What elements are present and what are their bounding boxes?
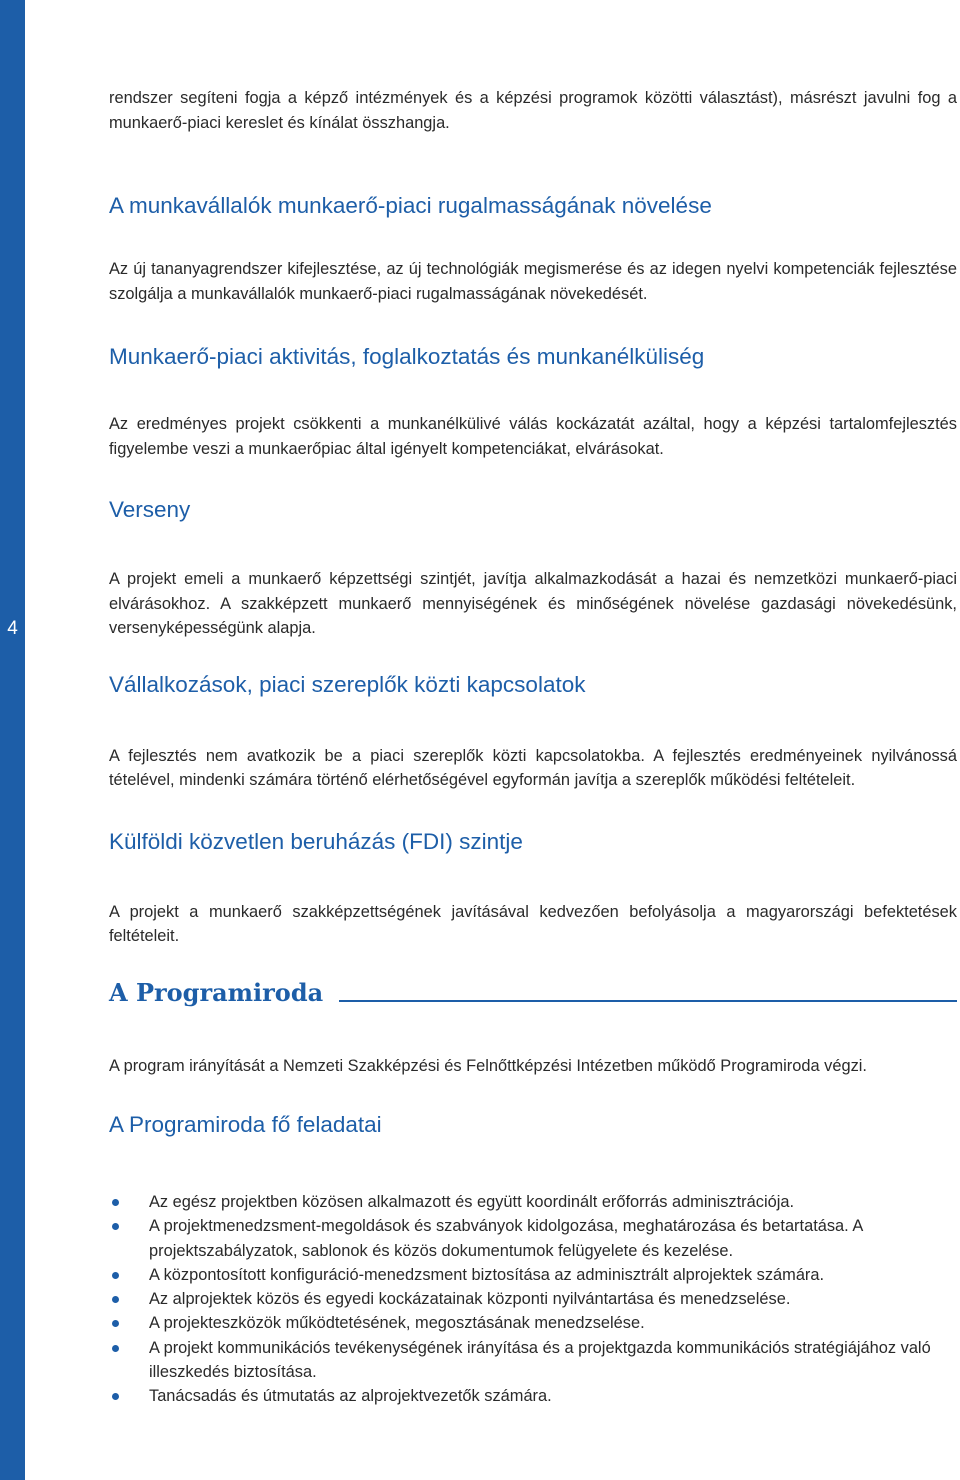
section-body-enterprises: A fejlesztés nem avatkozik be a piaci szereplők közti kapcsolatokba. A fejlesztés eredményeinek nyilvánossá tételével, mindenki számára történő elérhetőségével egyformán javítja a szereplők működési feltételeit. [109, 746, 957, 789]
section-body-activity: Az eredményes projekt csökkenti a munkanélkülivé válás kockázatát azáltal, hogy a képzési tartalomfejlesztés figyelembe veszi a munkaerőpiac által igényelt kompetenciákat, elvárásokat. [109, 415, 957, 458]
section-heading-activity: Munkaerő-piaci aktivitás, foglalkoztatás és munkanélküliség [109, 344, 705, 369]
bullet-icon [112, 1223, 119, 1230]
tasks-list [109, 1190, 957, 1409]
title-rule-divider [339, 1000, 957, 1002]
list-item [109, 1190, 957, 1214]
bullet-icon [112, 1296, 119, 1303]
programiroda-title: A Programiroda [109, 977, 324, 1007]
bullet-icon [112, 1199, 119, 1206]
bullet-icon [112, 1393, 119, 1400]
list-item-text: A projektmenedzsment-megoldások és szabványok kidolgozása, meghatározása és betartatása. A projektszabályzatok, sablonok és közös dokumentumok felügyelete és kezelése. [149, 1217, 863, 1260]
section-body-flexibility: Az új tananyagrendszer kifejlesztése, az új technológiák megismerése és az idegen nyelvi kompetenciák fejlesztése szolgálja a munkavállalók munkaerő-piaci rugalmasságának növekedését. [109, 260, 957, 303]
tasks-heading: A Programiroda fő feladatai [109, 1112, 382, 1137]
list-item-text: Az alprojektek közös és egyedi kockázatainak központi nyilvántartása és menedzselése. [149, 1290, 791, 1309]
section-heading-competition: Verseny [109, 497, 191, 522]
programiroda-body: A program irányítását a Nemzeti Szakképzési és Felnőttképzési Intézetben működő Programiroda végzi. [109, 1056, 867, 1075]
list-item-text: A projekt kommunikációs tevékenységének irányítása és a projektgazda kommunikációs stratégiájához való illeszkedés biztosítása. [149, 1338, 931, 1382]
bullet-icon [112, 1320, 119, 1327]
list-item [109, 1263, 957, 1287]
section-heading-flexibility: A munkavállalók munkaerő-piaci rugalmasságának növelése [109, 193, 712, 218]
section-body-fdi: A projekt a munkaerő szakképzettségének javításával kedvezően befolyásolja a magyarországi befektetések feltételeit. [109, 902, 957, 945]
bullet-icon [112, 1272, 119, 1279]
list-item [109, 1311, 957, 1335]
list-item-text: Az egész projektben közösen alkalmazott és együtt koordinált erőforrás adminisztrációja. [149, 1193, 795, 1211]
list-item-text: Tanácsadás és útmutatás az alprojektvezetők számára. [149, 1387, 552, 1406]
list-item-text: A projekteszközök működtetésének, megosztásának menedzselése. [149, 1314, 645, 1333]
section-body-competition: A projekt emeli a munkaerő képzettségi szintjét, javítja alkalmazkodását a hazai és nemzetközi munkaerő-piaci elvárásokhoz. A szakképzett munkaerő mennyiségének és minőségének növelése gazdasági növekedésünk, versenyképességünk alapja. [109, 570, 957, 637]
section-heading-enterprises: Vállalkozások, piaci szereplők közti kapcsolatok [109, 671, 586, 697]
intro-paragraph: rendszer segíteni fogja a képző intézmények és a képzési programok közötti választást), másrészt javulni fog a munkaerő-piaci kereslet és kínálat összhangja. [109, 89, 957, 132]
programiroda-title-row [109, 978, 957, 1008]
list-item [109, 1287, 957, 1311]
bullet-icon [112, 1345, 119, 1352]
page-number: 4 [7, 618, 18, 639]
list-item [109, 1384, 957, 1408]
list-item [109, 1336, 957, 1385]
page-content [109, 86, 957, 1409]
list-item [109, 1214, 957, 1263]
page-sidebar-band [0, 0, 25, 1480]
section-heading-fdi: Külföldi közvetlen beruházás (FDI) szintje [109, 828, 523, 854]
list-item-text: A központosított konfiguráció-menedzsment biztosítása az adminisztrált alprojektek számára. [149, 1265, 825, 1284]
